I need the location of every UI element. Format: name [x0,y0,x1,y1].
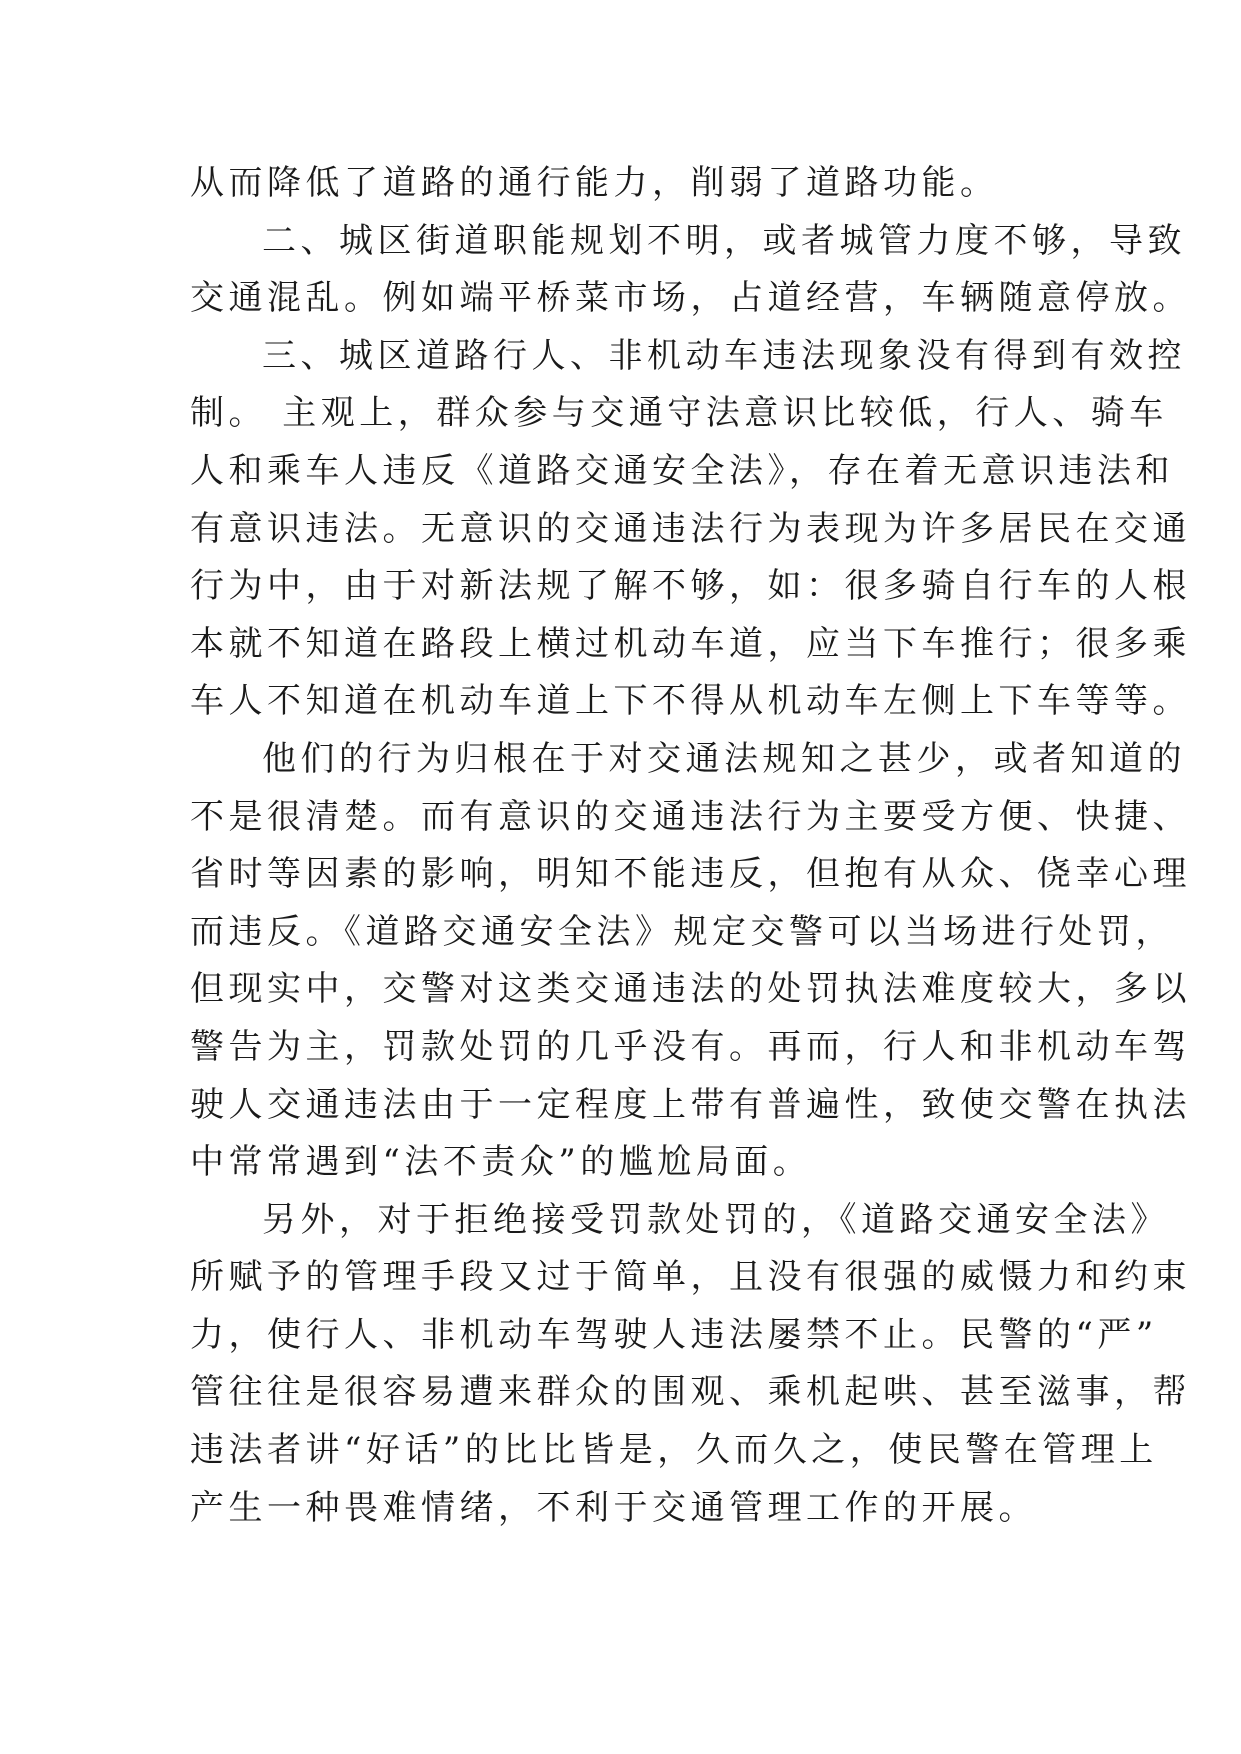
text-line: 驶人交通违法由于一定程度上带有普遍性，致使交警在执法 [190,1084,1191,1125]
text-line: 中常常遇到“法不责众”的尴尬局面。 [190,1142,812,1183]
text-line: 交通混乱。例如端平桥菜市场，占道经营，车辆随意停放。 [190,278,1191,319]
text-line: 从而降低了道路的通行能力，削弱了道路功能。 [190,163,999,203]
text-line: 而违反。《道路交通安全法》规定交警可以当场进行处罚， [190,911,1174,952]
text-line: 力，使行人、非机动车驾驶人违法屡禁不止。民警的“严” [190,1314,1158,1355]
text-line: 所赋予的管理手段又过于简单，且没有很强的威慑力和约束 [190,1257,1191,1298]
text-line: 警告为主，罚款处罚的几乎没有。再而，行人和非机动车驾 [190,1026,1191,1067]
text-line: 违法者讲“好话”的比比皆是，久而久之，使民警在管理上 [190,1430,1158,1471]
body-text [190,155,1191,1537]
text-line: 产生一种畏难情绪，不利于交通管理工作的开展。 [190,1487,1037,1528]
text-line: 省时等因素的影响，明知不能违反，但抱有从众、侥幸心理 [190,854,1191,895]
text-line: 二、城区街道职能规划不明，或者城管力度不够，导致 [262,220,1186,261]
text-line: 有意识违法。无意识的交通违法行为表现为许多居民在交通 [190,508,1191,549]
text-line: 另外，对于拒绝接受罚款处罚的，《道路交通安全法》 [262,1199,1169,1240]
text-line: 行为中，由于对新法规了解不够，如：很多骑自行车的人根 [190,566,1191,607]
text-line: 本就不知道在路段上横过机动车道，应当下车推行；很多乘 [190,623,1191,664]
text-line: 车人不知道在机动车道上下不得从机动车左侧上下车等等。 [190,681,1191,722]
text-line: 人和乘车人违反《道路交通安全法》，存在着无意识违法和 [190,450,1174,491]
text-line: 制。 主观上，群众参与交通守法意识比较低，行人、骑车 [190,393,1168,434]
text-line: 三、城区道路行人、非机动车违法现象没有得到有效控 [262,335,1186,376]
text-line: 他们的行为归根在于对交通法规知之甚少，或者知道的 [262,738,1186,779]
text-line: 不是很清楚。而有意识的交通违法行为主要受方便、快捷、 [190,796,1191,837]
text-line: 管往往是很容易遭来群众的围观、乘机起哄、甚至滋事，帮 [190,1372,1191,1413]
text-line: 但现实中，交警对这类交通违法的处罚执法难度较大，多以 [190,969,1191,1010]
